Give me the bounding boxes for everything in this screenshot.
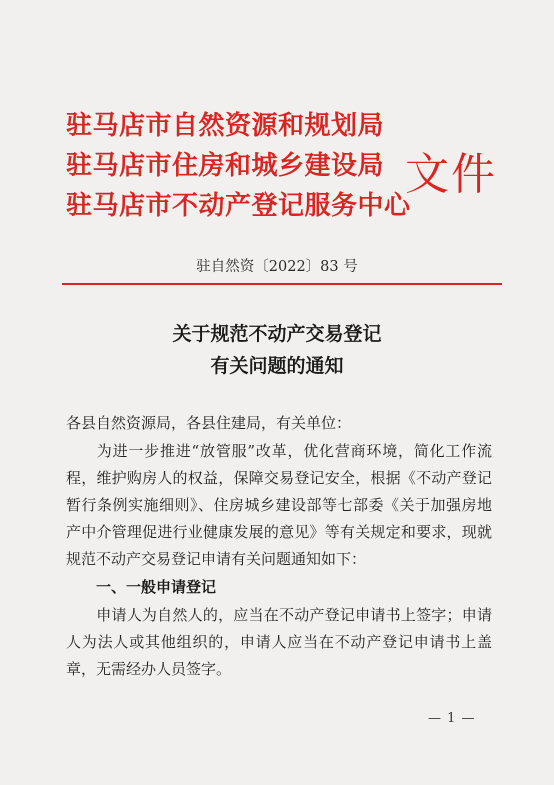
issuer-natural-resources-bureau: 驻马店市自然资源和规划局 bbox=[66, 111, 385, 141]
title-line-2: 有关问题的通知 bbox=[210, 355, 344, 377]
page-number: — 1 — bbox=[428, 711, 476, 726]
paragraph-1 bbox=[66, 438, 492, 573]
red-divider-line bbox=[62, 283, 502, 285]
document-suffix: 文件 bbox=[405, 149, 497, 200]
paragraph-2-text: 申请人为自然人的，应当在不动产登记申请书上签字；申请人为法人或其他组织的，申请人应当在不动产登记申请书上盖章，无需经办人员签字。 bbox=[66, 606, 492, 678]
document-number: 驻自然资〔2022〕83 号 bbox=[196, 259, 358, 275]
issuer-registration-center: 驻马店市不动产登记服务中心 bbox=[66, 191, 411, 221]
paragraph-2 bbox=[66, 602, 492, 683]
section-heading-1: 一、一般申请登记 bbox=[96, 578, 217, 596]
issuing-authorities bbox=[66, 106, 411, 226]
document-title bbox=[0, 318, 554, 382]
paragraph-1-text: 为进一步推进“放管服”改革，优化营商环境，简化工作流程，维护购房人的权益，保障交易登记安全，根据《不动产登记暂行条例实施细则》、住房城乡建设部等七部委《关于加强房地产中介管理促进行业健康发展的意见》等有关规定和要求，现就规范不动产交易登记申请有关问题通知如下： bbox=[66, 442, 492, 568]
title-line-1: 关于规范不动产交易登记 bbox=[172, 323, 382, 345]
salutation: 各县自然资源局，各县住建局，有关单位： bbox=[66, 414, 352, 432]
issuer-housing-bureau: 驻马店市住房和城乡建设局 bbox=[66, 151, 385, 181]
